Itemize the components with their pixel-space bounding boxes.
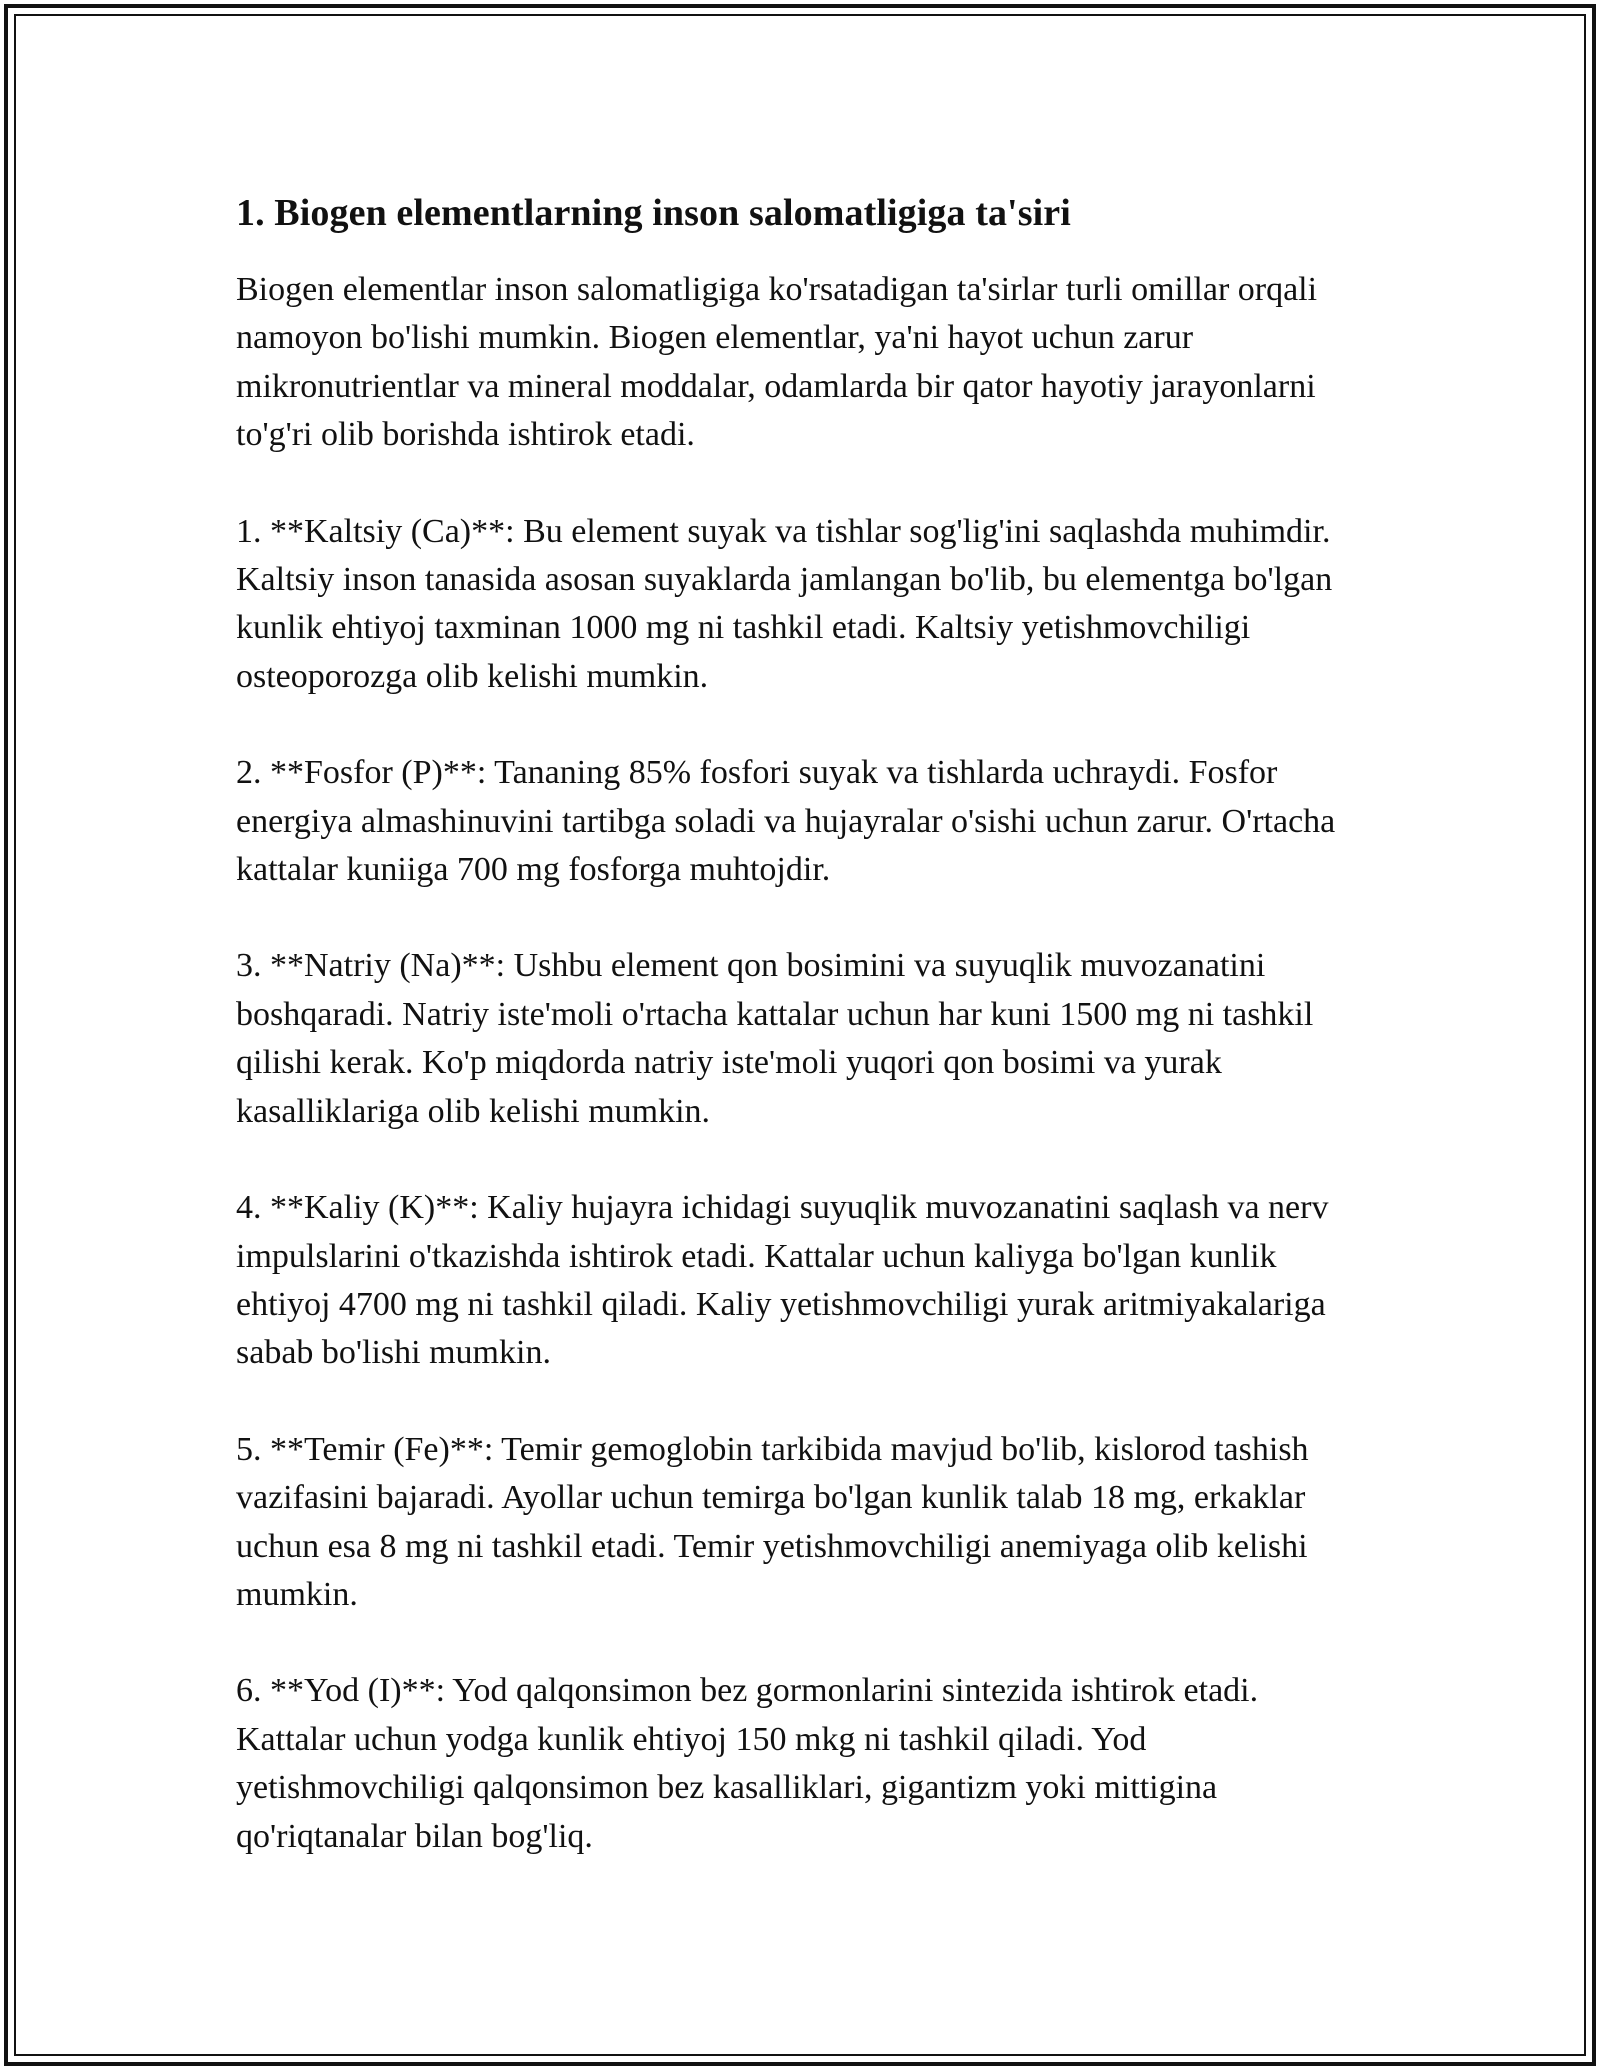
list-item-phosphorus: 2. **Fosfor (P)**: Tananing 85% fosfori suyak va tishlarda uchraydi. Fosfor energiya almashinuvini tartibga soladi va hujayralar o'sishi uchun zarur. O'rtacha kattalar kuniiga 700 mg fosforga muhtojdir. <box>236 754 1336 889</box>
list-item-sodium: 3. **Natriy (Na)**: Ushbu element qon bosimini va suyuqlik muvozanatini boshqaradi. Natriy iste'moli o'rtacha kattalar uchun har kuni 1500 mg ni tashkil qilishi kerak. Ko'p miqdorda natriy iste'moli yuqori qon bosimi va yurak kasalliklariga olib kelishi mumkin. <box>236 947 1314 1130</box>
list-item-calcium: 1. **Kaltsiy (Ca)**: Bu element suyak va tishlar sog'lig'ini saqlashda muhimdir. Kaltsiy inson tanasida asosan suyaklarda jamlangan bo'lib, bu elementga bo'lgan kunlik ehtiyoj taxminan 1000 mg ni tashkil etadi. Kaltsiy yetishmovchiligi osteoporozga olib kelishi mumkin. <box>236 512 1333 695</box>
list-item-iodine: 6. **Yod (I)**: Yod qalqonsimon bez gormonlarini sintezida ishtirok etadi. Kattalar uchun yodga kunlik ehtiyoj 150 mkg ni tashkil qiladi. Yod yetishmovchiligi qalqonsimon bez kasalliklari, gigantizm yoki mittigina qo'riqtanalar bilan bog'liq. <box>236 1672 1259 1855</box>
list-item-potassium: 4. **Kaliy (K)**: Kaliy hujayra ichidagi suyuqlik muvozanatini saqlash va nerv impulslarini o'tkazishda ishtirok etadi. Kattalar uchun kaliyga bo'lgan kunlik ehtiyoj 4700 mg ni tashkil qiladi. Kaliy yetishmovchiligi yurak aritmiyakalariga sabab bo'lishi mumkin. <box>236 1189 1329 1372</box>
intro-paragraph: Biogen elementlar inson salomatligiga ko'rsatadigan ta'sirlar turli omillar orqali namoyon bo'lishi mumkin. Biogen elementlar, ya'ni hayot uchun zarur mikronutrientlar va mineral moddalar, odamlarda bir qator hayotiy jarayonlarni to'g'ri olib borishda ishtirok etadi. <box>236 271 1318 454</box>
document-body <box>236 186 1376 1909</box>
list-item-iron: 5. **Temir (Fe)**: Temir gemoglobin tarkibida mavjud bo'lib, kislorod tashish vazifasini bajaradi. Ayollar uchun temirga bo'lgan kunlik talab 18 mg, erkaklar uchun esa 8 mg ni tashkil etadi. Temir yetishmovchiligi anemiyaga olib kelishi mumkin. <box>236 1430 1309 1613</box>
section-heading: 1. Biogen elementlarning inson salomatligiga ta'siri <box>236 192 1071 234</box>
